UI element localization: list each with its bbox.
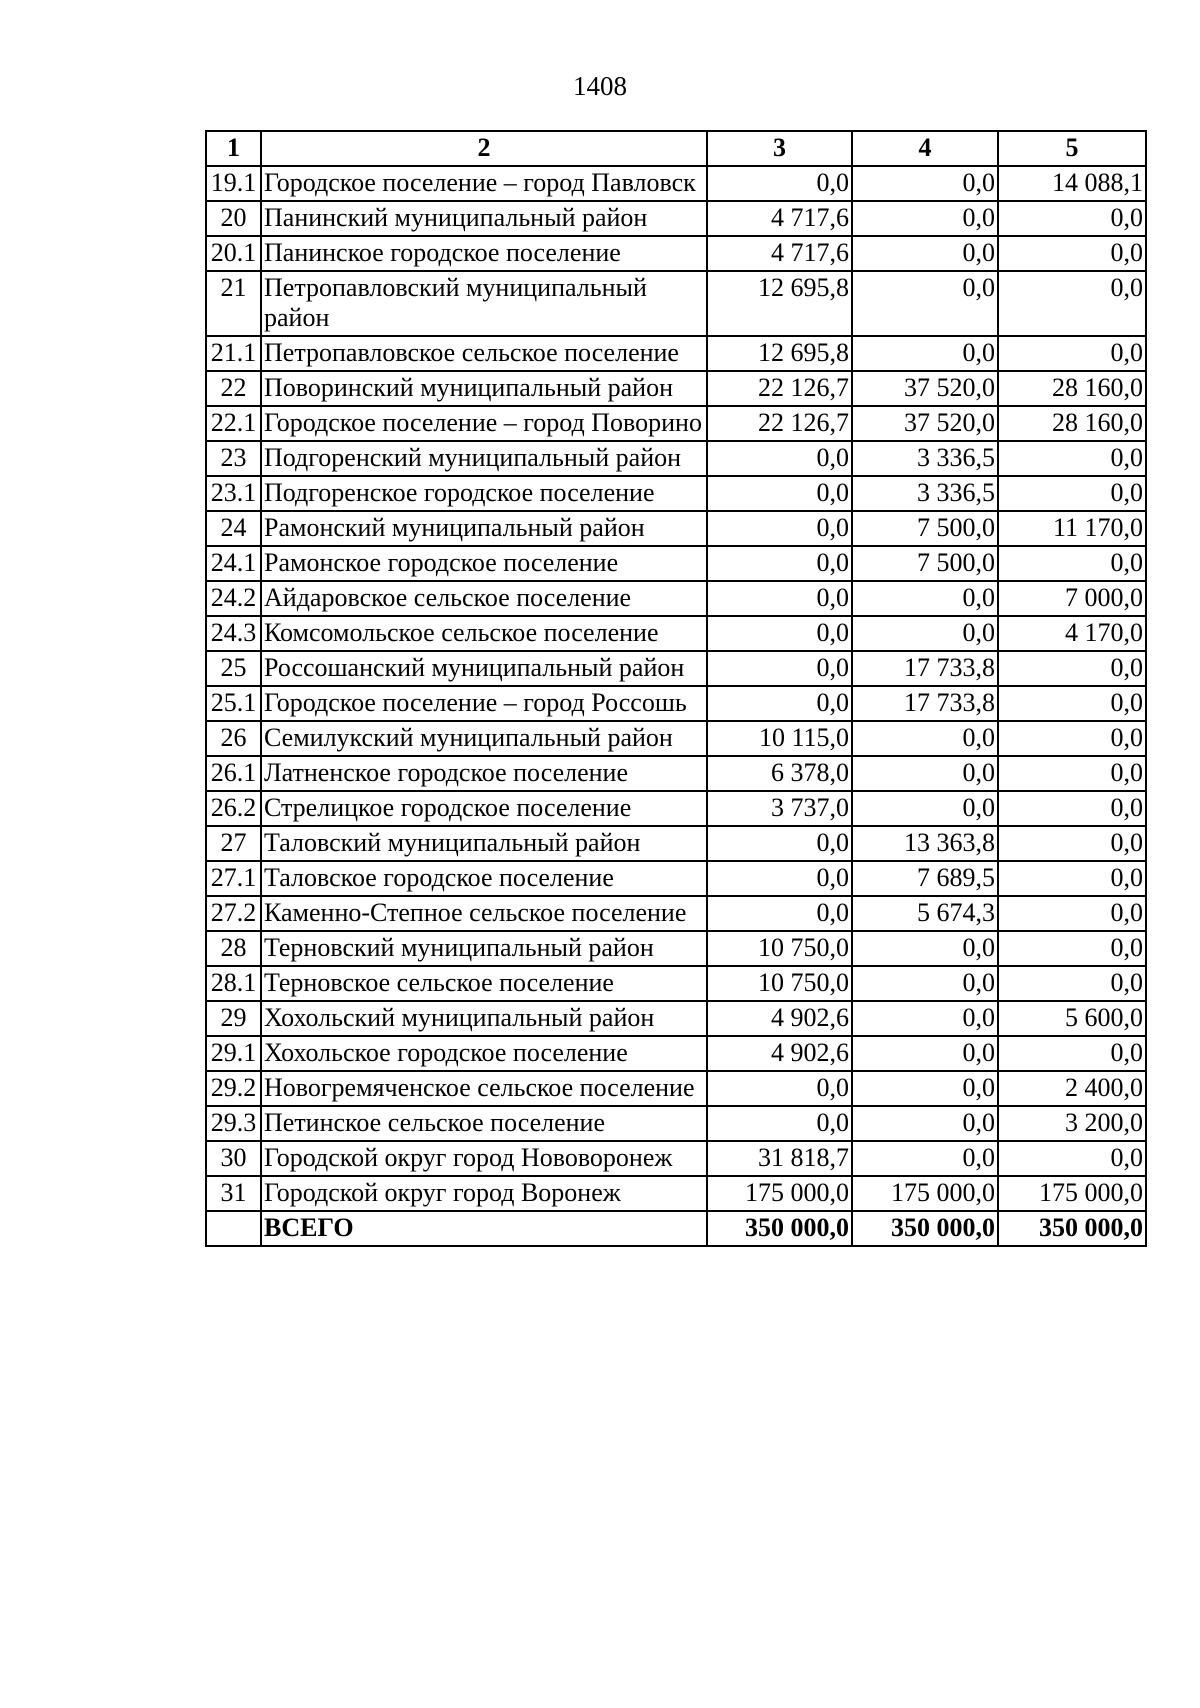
row-name: Петропавловское сельское поселение bbox=[261, 336, 707, 371]
value-col-5: 0,0 bbox=[998, 756, 1146, 791]
value-col-5: 7 000,0 bbox=[998, 581, 1146, 616]
row-number: 24 bbox=[206, 511, 261, 546]
value-col-4: 13 363,8 bbox=[852, 826, 998, 861]
value-col-5: 350 000,0 bbox=[998, 1211, 1146, 1246]
value-col-3: 175 000,0 bbox=[707, 1176, 852, 1211]
header-row bbox=[206, 131, 1146, 166]
value-col-5: 5 600,0 bbox=[998, 1001, 1146, 1036]
row-name: ВСЕГО bbox=[261, 1211, 707, 1246]
row-number: 19.1 bbox=[206, 166, 261, 201]
row-name: Петропавловский муниципальный район bbox=[261, 271, 707, 336]
row-number: 22.1 bbox=[206, 406, 261, 441]
value-col-3: 10 750,0 bbox=[707, 966, 852, 1001]
table-row bbox=[206, 371, 1146, 406]
table-row bbox=[206, 896, 1146, 931]
value-col-3: 3 737,0 bbox=[707, 791, 852, 826]
table-row bbox=[206, 166, 1146, 201]
table-row bbox=[206, 511, 1146, 546]
row-number: 21 bbox=[206, 271, 261, 336]
row-number: 27 bbox=[206, 826, 261, 861]
row-name: Рамонское городское поселение bbox=[261, 546, 707, 581]
value-col-5: 0,0 bbox=[998, 441, 1146, 476]
table-row bbox=[206, 336, 1146, 371]
table-row bbox=[206, 441, 1146, 476]
row-name: Новогремяченское сельское поселение bbox=[261, 1071, 707, 1106]
value-col-5: 0,0 bbox=[998, 236, 1146, 271]
value-col-4: 0,0 bbox=[852, 1036, 998, 1071]
row-number: 27.1 bbox=[206, 861, 261, 896]
row-name: Комсомольское сельское поселение bbox=[261, 616, 707, 651]
value-col-5: 28 160,0 bbox=[998, 406, 1146, 441]
value-col-5: 0,0 bbox=[998, 1141, 1146, 1176]
row-name: Городское поселение – город Россошь bbox=[261, 686, 707, 721]
table-row bbox=[206, 201, 1146, 236]
value-col-3: 350 000,0 bbox=[707, 1211, 852, 1246]
value-col-5: 3 200,0 bbox=[998, 1106, 1146, 1141]
table-row bbox=[206, 1141, 1146, 1176]
value-col-4: 0,0 bbox=[852, 756, 998, 791]
row-name: Петинское сельское поселение bbox=[261, 1106, 707, 1141]
value-col-3: 0,0 bbox=[707, 166, 852, 201]
row-number: 24.3 bbox=[206, 616, 261, 651]
row-name: Латненское городское поселение bbox=[261, 756, 707, 791]
value-col-4: 0,0 bbox=[852, 581, 998, 616]
value-col-4: 37 520,0 bbox=[852, 371, 998, 406]
value-col-4: 0,0 bbox=[852, 931, 998, 966]
row-number: 28 bbox=[206, 931, 261, 966]
value-col-5: 0,0 bbox=[998, 931, 1146, 966]
value-col-4: 37 520,0 bbox=[852, 406, 998, 441]
value-col-4: 0,0 bbox=[852, 271, 998, 336]
header-col-5: 5 bbox=[998, 131, 1146, 166]
value-col-4: 3 336,5 bbox=[852, 476, 998, 511]
value-col-3: 0,0 bbox=[707, 581, 852, 616]
table-row bbox=[206, 931, 1146, 966]
value-col-5: 0,0 bbox=[998, 336, 1146, 371]
value-col-5: 0,0 bbox=[998, 861, 1146, 896]
row-number: 25 bbox=[206, 651, 261, 686]
value-col-3: 0,0 bbox=[707, 896, 852, 931]
value-col-3: 0,0 bbox=[707, 826, 852, 861]
value-col-3: 6 378,0 bbox=[707, 756, 852, 791]
value-col-3: 0,0 bbox=[707, 651, 852, 686]
value-col-4: 0,0 bbox=[852, 1106, 998, 1141]
value-col-4: 5 674,3 bbox=[852, 896, 998, 931]
row-number: 26.1 bbox=[206, 756, 261, 791]
row-number: 25.1 bbox=[206, 686, 261, 721]
value-col-3: 0,0 bbox=[707, 476, 852, 511]
page-number: 1408 bbox=[573, 71, 627, 101]
row-number: 23.1 bbox=[206, 476, 261, 511]
row-name: Городской округ город Воронеж bbox=[261, 1176, 707, 1211]
row-name: Рамонский муниципальный район bbox=[261, 511, 707, 546]
value-col-4: 0,0 bbox=[852, 791, 998, 826]
value-col-3: 22 126,7 bbox=[707, 406, 852, 441]
value-col-5: 0,0 bbox=[998, 791, 1146, 826]
row-name: Подгоренский муниципальный район bbox=[261, 441, 707, 476]
row-number: 26 bbox=[206, 721, 261, 756]
row-name: Панинское городское поселение bbox=[261, 236, 707, 271]
row-name: Подгоренское городское поселение bbox=[261, 476, 707, 511]
value-col-5: 0,0 bbox=[998, 546, 1146, 581]
value-col-5: 0,0 bbox=[998, 686, 1146, 721]
header-col-1: 1 bbox=[206, 131, 261, 166]
value-col-3: 4 902,6 bbox=[707, 1036, 852, 1071]
value-col-3: 22 126,7 bbox=[707, 371, 852, 406]
value-col-5: 11 170,0 bbox=[998, 511, 1146, 546]
value-col-3: 10 115,0 bbox=[707, 721, 852, 756]
row-name: Городской округ город Нововоронеж bbox=[261, 1141, 707, 1176]
row-name: Таловский муниципальный район bbox=[261, 826, 707, 861]
value-col-4: 0,0 bbox=[852, 201, 998, 236]
value-col-5: 0,0 bbox=[998, 966, 1146, 1001]
value-col-5: 4 170,0 bbox=[998, 616, 1146, 651]
value-col-5: 175 000,0 bbox=[998, 1176, 1146, 1211]
value-col-4: 0,0 bbox=[852, 721, 998, 756]
value-col-3: 12 695,8 bbox=[707, 336, 852, 371]
value-col-4: 0,0 bbox=[852, 616, 998, 651]
row-number: 29.1 bbox=[206, 1036, 261, 1071]
row-name: Таловское городское поселение bbox=[261, 861, 707, 896]
value-col-4: 7 689,5 bbox=[852, 861, 998, 896]
table-row bbox=[206, 1176, 1146, 1211]
row-name: Россошанский муниципальный район bbox=[261, 651, 707, 686]
row-number: 27.2 bbox=[206, 896, 261, 931]
value-col-4: 350 000,0 bbox=[852, 1211, 998, 1246]
row-name: Стрелицкое городское поселение bbox=[261, 791, 707, 826]
row-number: 20.1 bbox=[206, 236, 261, 271]
value-col-3: 0,0 bbox=[707, 546, 852, 581]
table-row bbox=[206, 756, 1146, 791]
allocation-table bbox=[205, 130, 1147, 1247]
value-col-5: 0,0 bbox=[998, 201, 1146, 236]
row-number: 23 bbox=[206, 441, 261, 476]
row-number: 20 bbox=[206, 201, 261, 236]
value-col-3: 4 717,6 bbox=[707, 236, 852, 271]
header-col-3: 3 bbox=[707, 131, 852, 166]
value-col-3: 0,0 bbox=[707, 1071, 852, 1106]
row-name: Поворинский муниципальный район bbox=[261, 371, 707, 406]
table-row bbox=[206, 966, 1146, 1001]
value-col-5: 28 160,0 bbox=[998, 371, 1146, 406]
table-row bbox=[206, 1036, 1146, 1071]
row-name: Городское поселение – город Павловск bbox=[261, 166, 707, 201]
value-col-4: 7 500,0 bbox=[852, 546, 998, 581]
value-col-5: 0,0 bbox=[998, 896, 1146, 931]
value-col-3: 31 818,7 bbox=[707, 1141, 852, 1176]
value-col-3: 0,0 bbox=[707, 511, 852, 546]
value-col-4: 3 336,5 bbox=[852, 441, 998, 476]
value-col-5: 0,0 bbox=[998, 1036, 1146, 1071]
row-number: 22 bbox=[206, 371, 261, 406]
value-col-4: 0,0 bbox=[852, 1001, 998, 1036]
value-col-4: 0,0 bbox=[852, 966, 998, 1001]
value-col-3: 4 902,6 bbox=[707, 1001, 852, 1036]
value-col-4: 0,0 bbox=[852, 1141, 998, 1176]
row-name: Айдаровское сельское поселение bbox=[261, 581, 707, 616]
row-number: 29 bbox=[206, 1001, 261, 1036]
row-name: Хохольское городское поселение bbox=[261, 1036, 707, 1071]
row-number: 21.1 bbox=[206, 336, 261, 371]
value-col-5: 0,0 bbox=[998, 651, 1146, 686]
value-col-4: 175 000,0 bbox=[852, 1176, 998, 1211]
value-col-3: 12 695,8 bbox=[707, 271, 852, 336]
value-col-4: 0,0 bbox=[852, 236, 998, 271]
value-col-5: 0,0 bbox=[998, 721, 1146, 756]
row-name: Хохольский муниципальный район bbox=[261, 1001, 707, 1036]
row-number: 28.1 bbox=[206, 966, 261, 1001]
table-row bbox=[206, 546, 1146, 581]
row-number: 24.1 bbox=[206, 546, 261, 581]
value-col-4: 17 733,8 bbox=[852, 651, 998, 686]
row-name: Каменно-Степное сельское поселение bbox=[261, 896, 707, 931]
header-col-2: 2 bbox=[261, 131, 707, 166]
total-row bbox=[206, 1211, 1146, 1246]
row-name: Терновское сельское поселение bbox=[261, 966, 707, 1001]
table-row bbox=[206, 651, 1146, 686]
table-row bbox=[206, 476, 1146, 511]
value-col-5: 14 088,1 bbox=[998, 166, 1146, 201]
table-row bbox=[206, 826, 1146, 861]
value-col-4: 17 733,8 bbox=[852, 686, 998, 721]
table-body bbox=[206, 166, 1146, 1246]
table-row bbox=[206, 406, 1146, 441]
row-number: 29.2 bbox=[206, 1071, 261, 1106]
table-row bbox=[206, 271, 1146, 336]
value-col-4: 0,0 bbox=[852, 336, 998, 371]
row-number bbox=[206, 1211, 261, 1246]
value-col-4: 0,0 bbox=[852, 1071, 998, 1106]
table-row bbox=[206, 1106, 1146, 1141]
table-row bbox=[206, 236, 1146, 271]
row-number: 24.2 bbox=[206, 581, 261, 616]
table-row bbox=[206, 686, 1146, 721]
row-name: Панинский муниципальный район bbox=[261, 201, 707, 236]
value-col-3: 0,0 bbox=[707, 616, 852, 651]
header-col-4: 4 bbox=[852, 131, 998, 166]
table-row bbox=[206, 616, 1146, 651]
table-row bbox=[206, 721, 1146, 756]
row-number: 31 bbox=[206, 1176, 261, 1211]
value-col-4: 0,0 bbox=[852, 166, 998, 201]
row-number: 30 bbox=[206, 1141, 261, 1176]
value-col-3: 10 750,0 bbox=[707, 931, 852, 966]
row-name: Городское поселение – город Поворино bbox=[261, 406, 707, 441]
table-row bbox=[206, 861, 1146, 896]
row-number: 29.3 bbox=[206, 1106, 261, 1141]
table-row bbox=[206, 1001, 1146, 1036]
table-row bbox=[206, 791, 1146, 826]
row-name: Терновский муниципальный район bbox=[261, 931, 707, 966]
value-col-5: 0,0 bbox=[998, 271, 1146, 336]
row-number: 26.2 bbox=[206, 791, 261, 826]
row-name: Семилукский муниципальный район bbox=[261, 721, 707, 756]
value-col-3: 0,0 bbox=[707, 686, 852, 721]
value-col-5: 0,0 bbox=[998, 476, 1146, 511]
value-col-5: 2 400,0 bbox=[998, 1071, 1146, 1106]
value-col-3: 0,0 bbox=[707, 1106, 852, 1141]
value-col-4: 7 500,0 bbox=[852, 511, 998, 546]
value-col-5: 0,0 bbox=[998, 826, 1146, 861]
value-col-3: 4 717,6 bbox=[707, 201, 852, 236]
table-row bbox=[206, 1071, 1146, 1106]
value-col-3: 0,0 bbox=[707, 441, 852, 476]
value-col-3: 0,0 bbox=[707, 861, 852, 896]
table-row bbox=[206, 581, 1146, 616]
